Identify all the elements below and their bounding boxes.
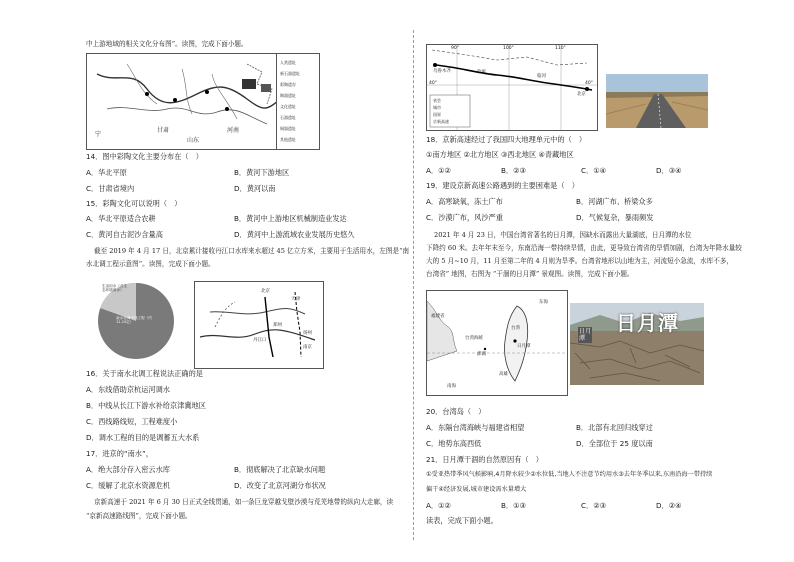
q14-option-c[interactable]: C．甘肃省境内 [86,184,135,193]
map3-legend-1: 省会 [433,98,441,103]
q15-option-b[interactable]: B．黄河中上游地区机械制造业发达 [234,214,347,223]
highway-photo [606,74,708,128]
intro-text-4a: 2021 年 4 月 23 日，中国台湾省著名的日月潭，因缺水而露出大量湖底，日月潭的水位 [434,231,692,239]
map4-label-donghai: 东海 [539,300,548,305]
q21-option-c[interactable]: C．②③ [581,501,607,510]
pie-label-large: 南水北调中线工程（约 11.15亿） [116,316,152,325]
legend-item-1: 人类遗址 [280,60,296,65]
legend-item-5: 文化遗址 [280,104,296,109]
q15-option-a[interactable]: A．华北平原适合农耕 [86,214,156,223]
map2-label-zhengzhou: 郑州 [273,323,282,328]
q17-option-c[interactable]: C．缓解了北京水资源危机 [86,481,171,490]
q18-option-d[interactable]: D．③④ [656,166,682,175]
q18-option-b[interactable]: B．②③ [501,166,527,175]
q21-option-b[interactable]: B．①③ [501,501,527,510]
q18-stem: 18．京新高速经过了我国四大地理单元中的（ ） [426,135,587,144]
map4-label-fujian: 福建省 [431,314,445,319]
q18-option-a[interactable]: A．①② [426,166,451,175]
q17-stem: 17．进京的“南水”， [86,449,153,458]
map2-label-nanjing: 南京 [303,345,312,350]
q17-option-d[interactable]: D．改变了北京河湖分布状况 [234,481,326,490]
q20-option-c[interactable]: C．地势东高西低 [426,439,482,448]
map3-legend-3: 国界 [433,112,441,117]
map3-lon-100: 100° [503,46,514,51]
q21-item-line1: ①受亚热带季风气候影响,4月降水较少②水位低,当地人不注意节约用水③去年冬季以来,东南沿海一带持续 [426,471,713,478]
q21-option-d[interactable]: D．②④ [656,501,682,510]
q20-stem: 20．台湾岛（ ） [426,407,486,416]
column-divider [413,30,414,540]
intro-text-4d: 台湾省” 地图，右图为 “干涸的日月潭” 景观图。读图，完成下面小题。 [426,270,634,278]
water-use-pie-chart [86,276,181,366]
map4-label-strait: 台湾海峡 [465,336,483,341]
legend-item-7: 铜器遗址 [280,126,296,131]
q19-option-a[interactable]: A．高寒缺氧，冻土广布 [426,197,503,206]
legend-item-8: 其他遗址 [280,137,296,142]
map3-lon-110: 110° [555,46,566,51]
intro-text-3b: “京新高速路线图”，完成下面小题。 [86,512,192,520]
svg-text:山东: 山东 [187,137,200,144]
legend-item-2: 新石器遗址 [280,71,300,76]
q15-stem: 15．彩陶文化可以说明（ ） [86,199,182,208]
map3-legend [433,97,449,125]
map4-label-nanhai: 南海 [447,384,456,389]
dried-lake-photo [570,303,704,385]
map3-legend-4: 京新高速 [433,119,449,124]
q14-option-b[interactable]: B．黄河下游地区 [234,168,290,177]
svg-text:甘肃: 甘肃 [157,127,170,134]
q14-option-d[interactable]: D．黄河以南 [234,184,276,193]
right-column [426,0,742,562]
map2-label-tianjin: 天津 [291,297,300,302]
map2-label-beijing: 北京 [261,289,270,294]
map3-lat-40-left: 40° [429,81,437,86]
intro-text-3a: 京新高速于 2021 年 6 月 30 日正式全线贯通，如一条巨龙穿越戈壁沙漠与荒芜地带的纵向大走廊，读 [94,498,394,506]
q16-option-d[interactable]: D．调水工程的目的是调蓄五大水系 [86,433,200,442]
q21-item-line2: 偏干④经济发展,城市建设需水量增大 [426,486,527,493]
q18-option-c[interactable]: C．①④ [581,166,607,175]
map3-lon-90: 90° [451,46,459,51]
q18-items: ①南方地区 ②北方地区 ③西北地区 ④青藏地区 [426,150,574,159]
q16-stem: 16．关于南水北调工程说法正确的是 [86,369,203,378]
map3-label-linhe: 临河 [537,74,546,79]
map3-label-hami: 哈密 [477,70,486,75]
left-column [86,0,410,562]
photo-side-label: 日月潭 [579,328,592,342]
q21-stem: 21．日月潭干涸的自然原因有（ ） [426,455,543,464]
q15-option-c[interactable]: C．黄河自古泥沙含量高 [86,230,163,239]
pie-label-small: 生活用水（含生态环境用水） [102,284,128,293]
q14-option-a[interactable]: A．华北平原 [86,168,127,177]
q16-option-a[interactable]: A．东线借助京杭运河调水 [86,385,170,394]
map4-label-penghu: 澎湖 [477,352,486,357]
intro-text-2a: 截至 2019 年 4 月 17 日，北京累计接收丹江口水库来水超过 45 亿立方米，主要用于生活用水，左图是“南 [94,247,410,255]
intro-text-4c: 大的 5 月~10 月，11 月至第二年的 4 月则为旱季。台湾省地形以山地为主，河流短小急流，水库不多， [426,257,734,265]
q19-option-b[interactable]: B．河湖广布、桥梁众多 [576,197,653,206]
q20-option-a[interactable]: A．东隔台湾海峡与福建省相望 [426,423,525,432]
q19-option-d[interactable]: D．气候复杂，暴雨频发 [576,213,654,222]
svg-text:宁: 宁 [95,131,102,138]
map4-label-riyuetan: 日月潭 [517,344,531,349]
map3-legend-2: 城市 [433,105,441,110]
intro-text-1: 中上游地域的相关文化分布图”。读图，完成下面小题。 [86,40,248,48]
q19-option-c[interactable]: C．沙漠广布，风沙严重 [426,213,503,222]
q17-option-b[interactable]: B．彻底解决了北京缺水问题 [234,465,326,474]
jingxin-highway-map [426,44,598,131]
taiwan-map [426,290,568,396]
map1-legend [276,53,320,150]
map4-label-taiwan: 台湾 [511,326,520,331]
q20-option-d[interactable]: D．全部位于 25 度以南 [576,439,653,448]
q21-option-a[interactable]: A．①② [426,501,451,510]
legend-item-4: 陶器遗址 [280,93,296,98]
intro-text-2b: 水北调工程示意图”。读图，完成下面小题。 [86,260,215,268]
map3-label-urumqi: 乌鲁木齐 [433,69,451,74]
svg-text:河南: 河南 [227,127,240,134]
legend-item-3: 彩陶遗存 [280,82,296,87]
map3-lat-40-right: 40° [585,81,593,86]
south-north-water-map [194,281,324,369]
map4-label-gaoxiong: 高雄 [499,372,508,377]
outro-text: 读表，完成下面小题。 [426,516,498,525]
map2-label-danjiangkou: 丹江口 [253,338,267,343]
map3-label-beijing: 北京 [577,92,586,97]
legend-item-6: 石器遗址 [280,115,296,120]
photo-title-riyuetan: 日月潭 [616,311,679,335]
q17-option-a[interactable]: A．绝大部分存入密云水库 [86,465,170,474]
q15-option-d[interactable]: D．黄河中上游流域农业发展历史悠久 [234,230,355,239]
q19-stem: 19．建设京新高速公路遇到的主要困难是（ ） [426,181,579,190]
q20-option-b[interactable]: B．北部有北回归线穿过 [576,423,653,432]
q16-option-b[interactable]: B．中线从长江下游水补给京津冀地区 [86,401,206,410]
q14-stem: 14．图中彩陶文化主要分布在（ ） [86,152,203,161]
map2-label-yangzhou: 扬州 [303,331,312,336]
intro-text-4b: 下降约 60 米。去年年末至今，东南沿海一带持续旱情，由此，更导致台湾省的旱情加剧，台湾为年降水量较 [426,244,742,252]
q16-option-c[interactable]: C．西线路线短，工程难度小 [86,417,178,426]
